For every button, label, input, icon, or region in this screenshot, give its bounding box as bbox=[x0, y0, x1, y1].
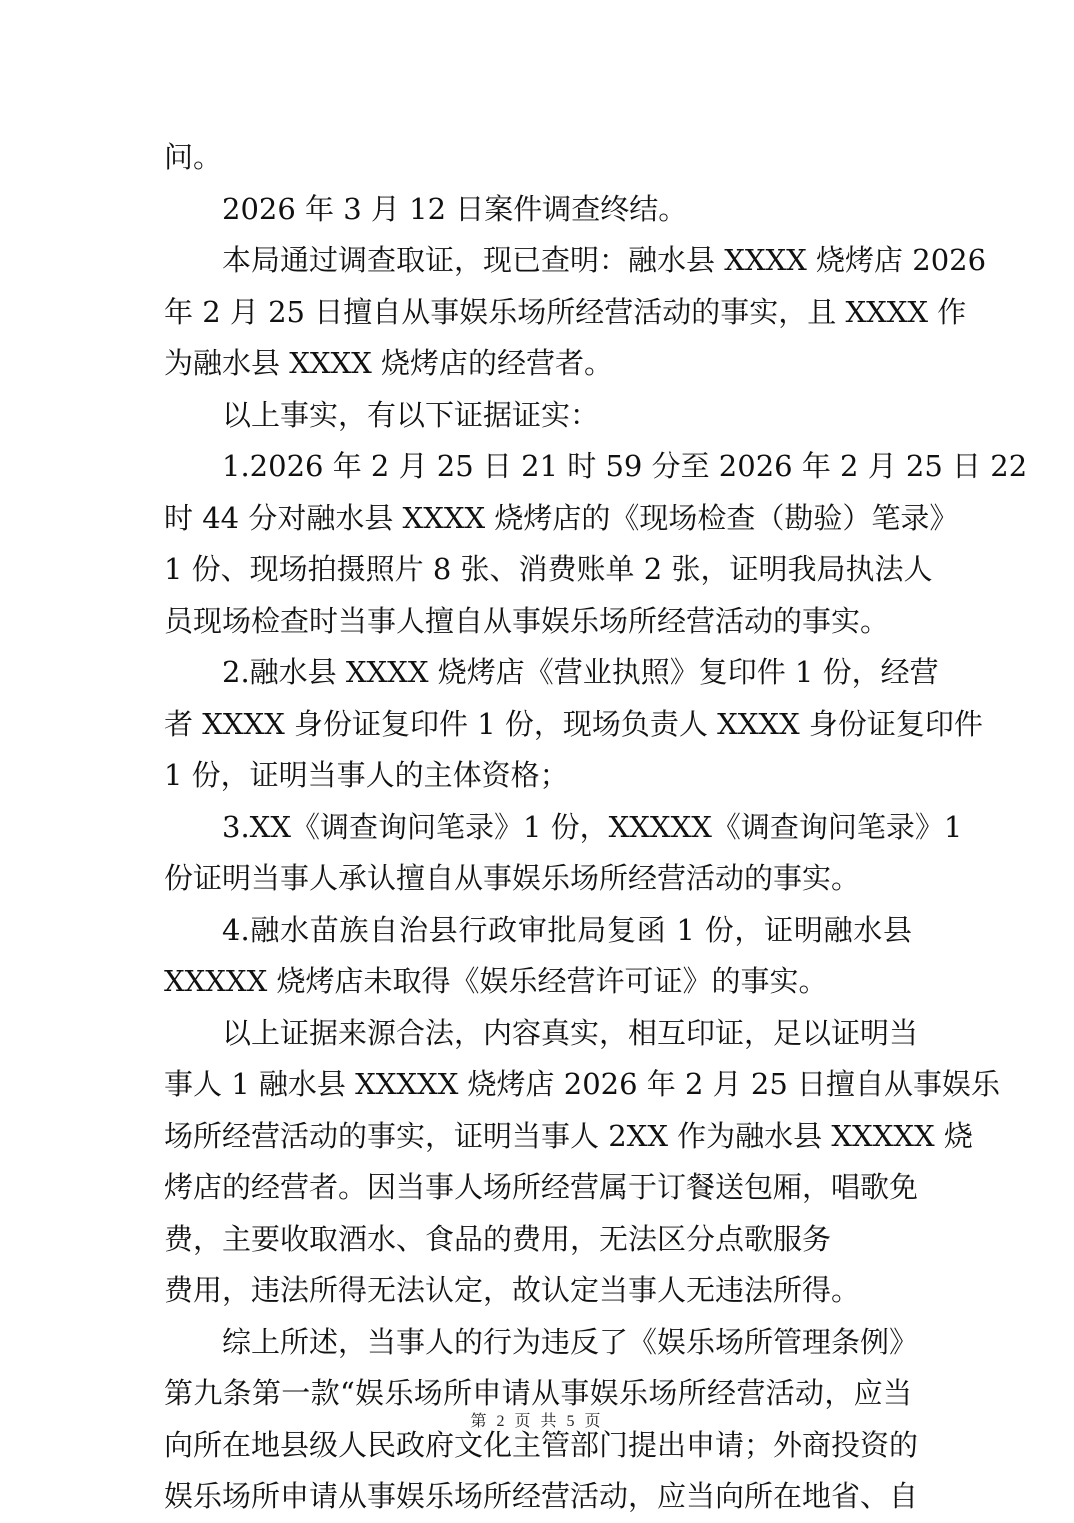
text-line: 向所在地县级人民政府文化主管部门提出申请；外商投资的 bbox=[164, 1427, 919, 1462]
text-line: 员现场检查时当事人擅自从事娱乐场所经营活动的事实。 bbox=[164, 603, 890, 638]
page-number-footer: 第 2 页 共 5 页 bbox=[470, 1413, 604, 1430]
text-line: 1.2026 年 2 月 25 日 21 时 59 分至 2026 年 2 月 25 日 22 bbox=[222, 449, 1028, 483]
text-line: 者 XXXX 身份证复印件 1 份，现场负责人 XXXX 身份证复印件 bbox=[164, 706, 983, 741]
text-line: 娱乐场所申请从事娱乐场所经营活动，应当向所在地省、自 bbox=[164, 1479, 919, 1513]
text-line: 本局通过调查取证，现已查明：融水县 XXXX 烧烤店 2026 bbox=[222, 243, 987, 277]
document-body bbox=[164, 132, 1028, 1523]
text-line: 份证明当事人承认擅自从事娱乐场所经营活动的事实。 bbox=[164, 861, 861, 895]
text-line: XXXXX 烧烤店未取得《娱乐经营许可证》的事实。 bbox=[164, 964, 828, 998]
text-line: 年 2 月 25 日擅自从事娱乐场所经营活动的事实，且 XXXX 作 bbox=[164, 294, 967, 329]
text-line: 费用，违法所得无法认定，故认定当事人无违法所得。 bbox=[164, 1273, 861, 1307]
text-line: 2026 年 3 月 12 日案件调查终结。 bbox=[222, 191, 688, 226]
text-line: 烤店的经营者。因当事人场所经营属于订餐送包厢，唱歌免 bbox=[164, 1170, 919, 1204]
text-line: 事人 1 融水县 XXXXX 烧烤店 2026 年 2 月 25 日擅自从事娱乐 bbox=[164, 1067, 1001, 1101]
text-line: 问。 bbox=[164, 140, 223, 174]
text-line: 4.融水苗族自治县行政审批局复函 1 份，证明融水县 bbox=[222, 912, 912, 947]
text-line: 2.融水县 XXXX 烧烤店《营业执照》复印件 1 份，经营 bbox=[222, 655, 939, 689]
text-line: 3.XX《调查询问笔录》1 份，XXXXX《调查询问笔录》1 bbox=[222, 809, 963, 844]
text-line: 时 44 分对融水县 XXXX 烧烤店的《现场检查（勘验）笔录》 bbox=[164, 500, 959, 535]
text-line: 以上事实，有以下证据证实： bbox=[222, 397, 600, 432]
text-line: 以上证据来源合法，内容真实，相互印证，足以证明当 bbox=[222, 1015, 919, 1050]
text-line: 场所经营活动的事实，证明当事人 2XX 作为融水县 XXXXX 烧 bbox=[164, 1118, 973, 1153]
text-line: 费，主要收取酒水、食品的费用，无法区分点歌服务 bbox=[164, 1221, 832, 1256]
text-line: 综上所述，当事人的行为违反了《娱乐场所管理条例》 bbox=[222, 1324, 919, 1359]
text-line: 1 份，证明当事人的主体资格； bbox=[164, 758, 569, 792]
text-line: 第九条第一款“娱乐场所申请从事娱乐场所经营活动，应当 bbox=[164, 1376, 912, 1410]
text-line: 1 份、现场拍摄照片 8 张、消费账单 2 张，证明我局执法人 bbox=[164, 552, 933, 586]
text-line: 为融水县 XXXX 烧烤店的经营者。 bbox=[164, 346, 614, 380]
